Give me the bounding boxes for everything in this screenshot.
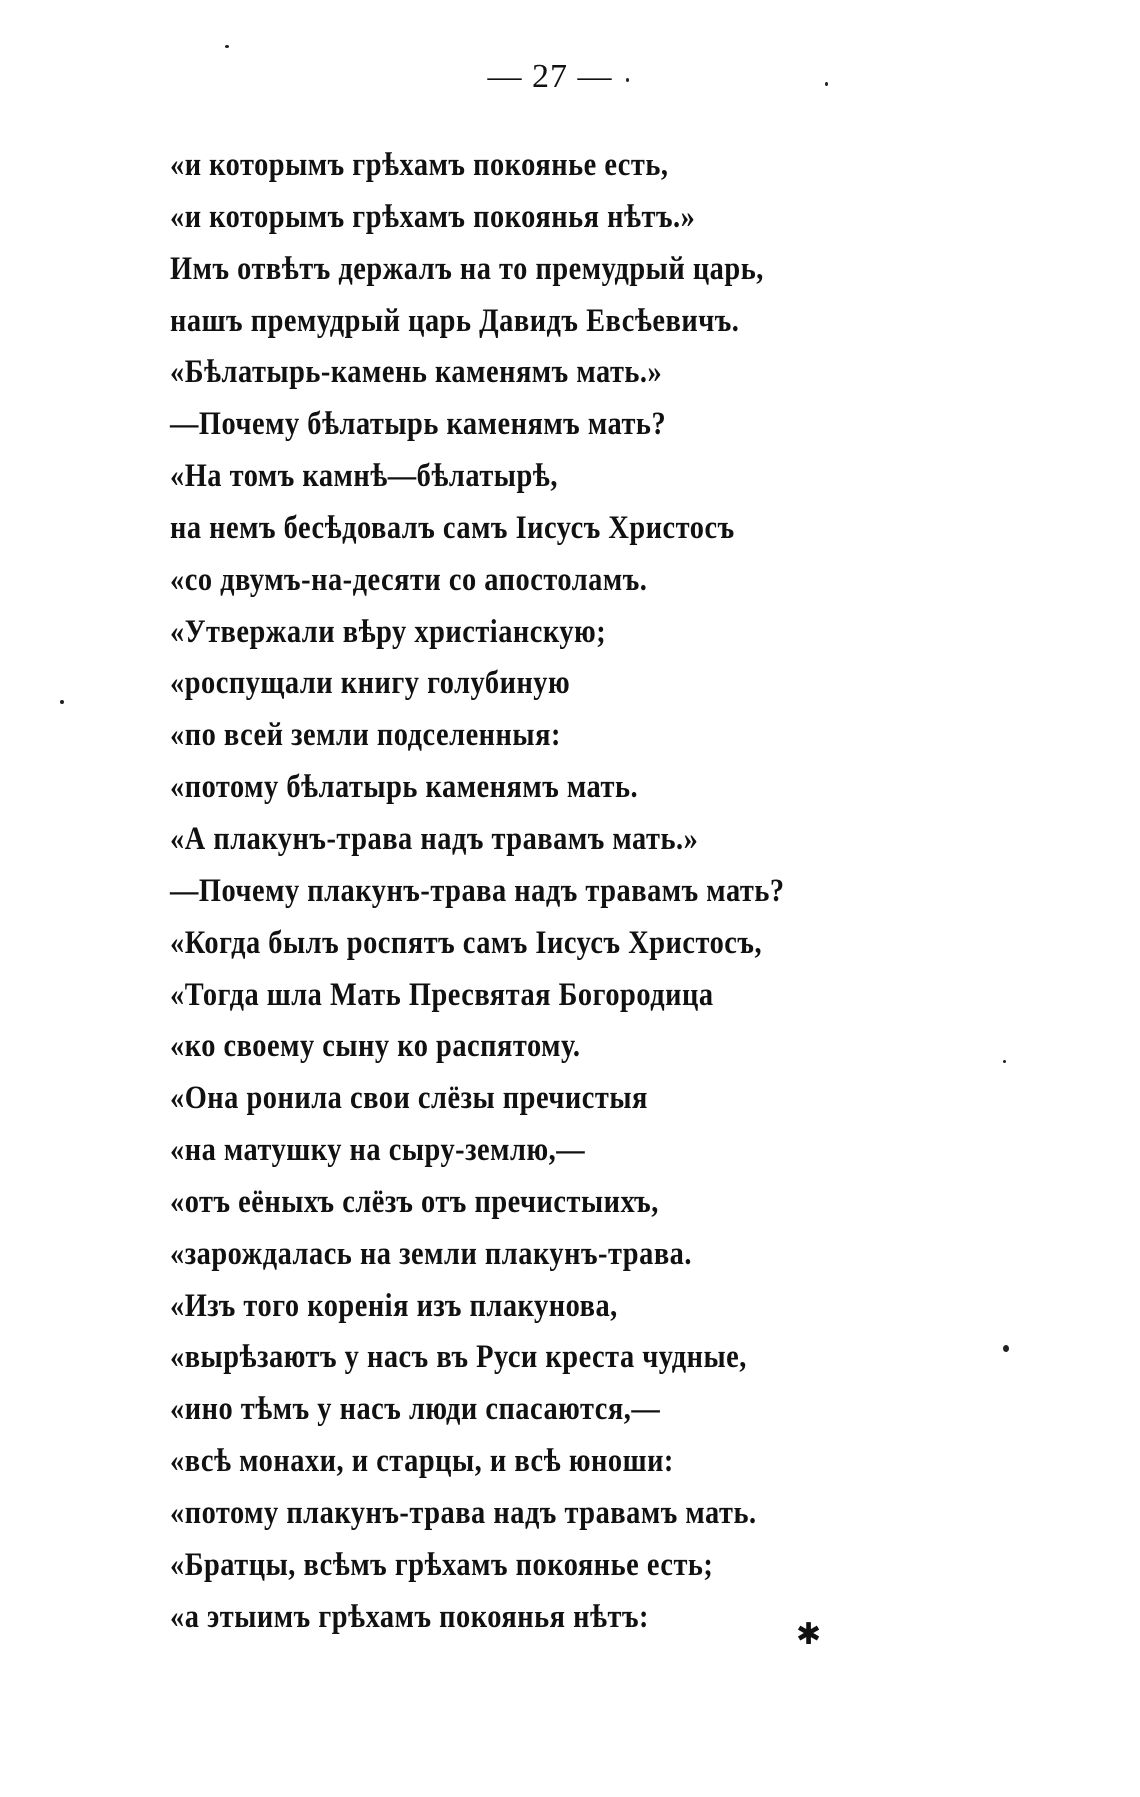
verse-line: «Изъ того коренія изъ плакунова, — [170, 1287, 618, 1324]
ornament-asterisk: ✱ — [796, 1618, 822, 1651]
verse-line: «по всей земли подселенныя: — [170, 717, 561, 754]
verse-line: «Тогда шла Мать Пресвятая Богородица — [170, 976, 714, 1013]
verse-line: «Бѣлатырь-камень каменямъ мать.» — [170, 354, 663, 391]
verse-line: —Почему бѣлатырь каменямъ мать? — [170, 406, 667, 443]
verse-line: Имъ отвѣтъ держалъ на то премудрый царь, — [170, 250, 764, 287]
verse-line: «Она ронила свои слёзы пречистыя — [170, 1080, 648, 1117]
verse-line: на немъ бесѣдовалъ самъ Іисусъ Христосъ — [170, 509, 735, 546]
page-number: — 27 — — [487, 58, 613, 95]
scan-speck — [60, 700, 64, 704]
verse-line: «роспущали книгу голубиную — [170, 665, 571, 702]
verse-line: «на матушку на сыру-землю,— — [170, 1132, 586, 1169]
scan-speck — [1003, 1060, 1006, 1063]
verse-line: «а этыимъ грѣхамъ покоянья нѣтъ: — [170, 1598, 650, 1635]
verse-line: «ко своему сыну ко распятому. — [170, 1028, 581, 1065]
verse-line: «со двумъ-на-десяти со апостоламъ. — [170, 561, 648, 598]
verse-line: «всѣ монахи, и старцы, и всѣ юноши: — [170, 1443, 674, 1480]
scan-speck — [626, 78, 629, 82]
verse-line: «потому бѣлатырь каменямъ мать. — [170, 769, 639, 806]
verse-line: «ино тѣмъ у насъ люди спасаются,— — [170, 1391, 661, 1428]
verse-line: «потому плакунъ-трава надъ травамъ мать. — [170, 1494, 757, 1531]
verse-line: «Когда былъ роспятъ самъ Іисусъ Христосъ, — [170, 924, 763, 961]
verse-line: «На томъ камнѣ—бѣлатырѣ, — [170, 458, 558, 495]
verse-line: —Почему плакунъ-трава надъ травамъ мать? — [170, 872, 785, 909]
verse-line: «вырѣзаютъ у насъ въ Руси креста чудные, — [170, 1339, 747, 1376]
verse-line: нашъ премудрый царь Давидъ Евсѣевичъ. — [170, 302, 740, 339]
verse-line: «А плакунъ-трава надъ травамъ мать.» — [170, 820, 699, 857]
verse-line: «и которымъ грѣхамъ покоянье есть, — [170, 147, 669, 183]
verse-text — [170, 140, 1070, 1643]
verse-line: «Утвержали вѣру христіанскую; — [170, 613, 607, 650]
scan-speck — [825, 82, 828, 86]
verse-line: «и которымъ грѣхамъ покоянья нѣтъ.» — [170, 198, 696, 235]
scan-speck — [1003, 1345, 1009, 1352]
scan-speck — [225, 45, 229, 48]
verse-line: «зарождалась на земли плакунъ-трава. — [170, 1235, 692, 1272]
verse-line: «отъ еёныхъ слёзъ отъ пречистыихъ, — [170, 1183, 659, 1220]
verse-line: «Братцы, всѣмъ грѣхамъ покоянье есть; — [170, 1546, 714, 1583]
